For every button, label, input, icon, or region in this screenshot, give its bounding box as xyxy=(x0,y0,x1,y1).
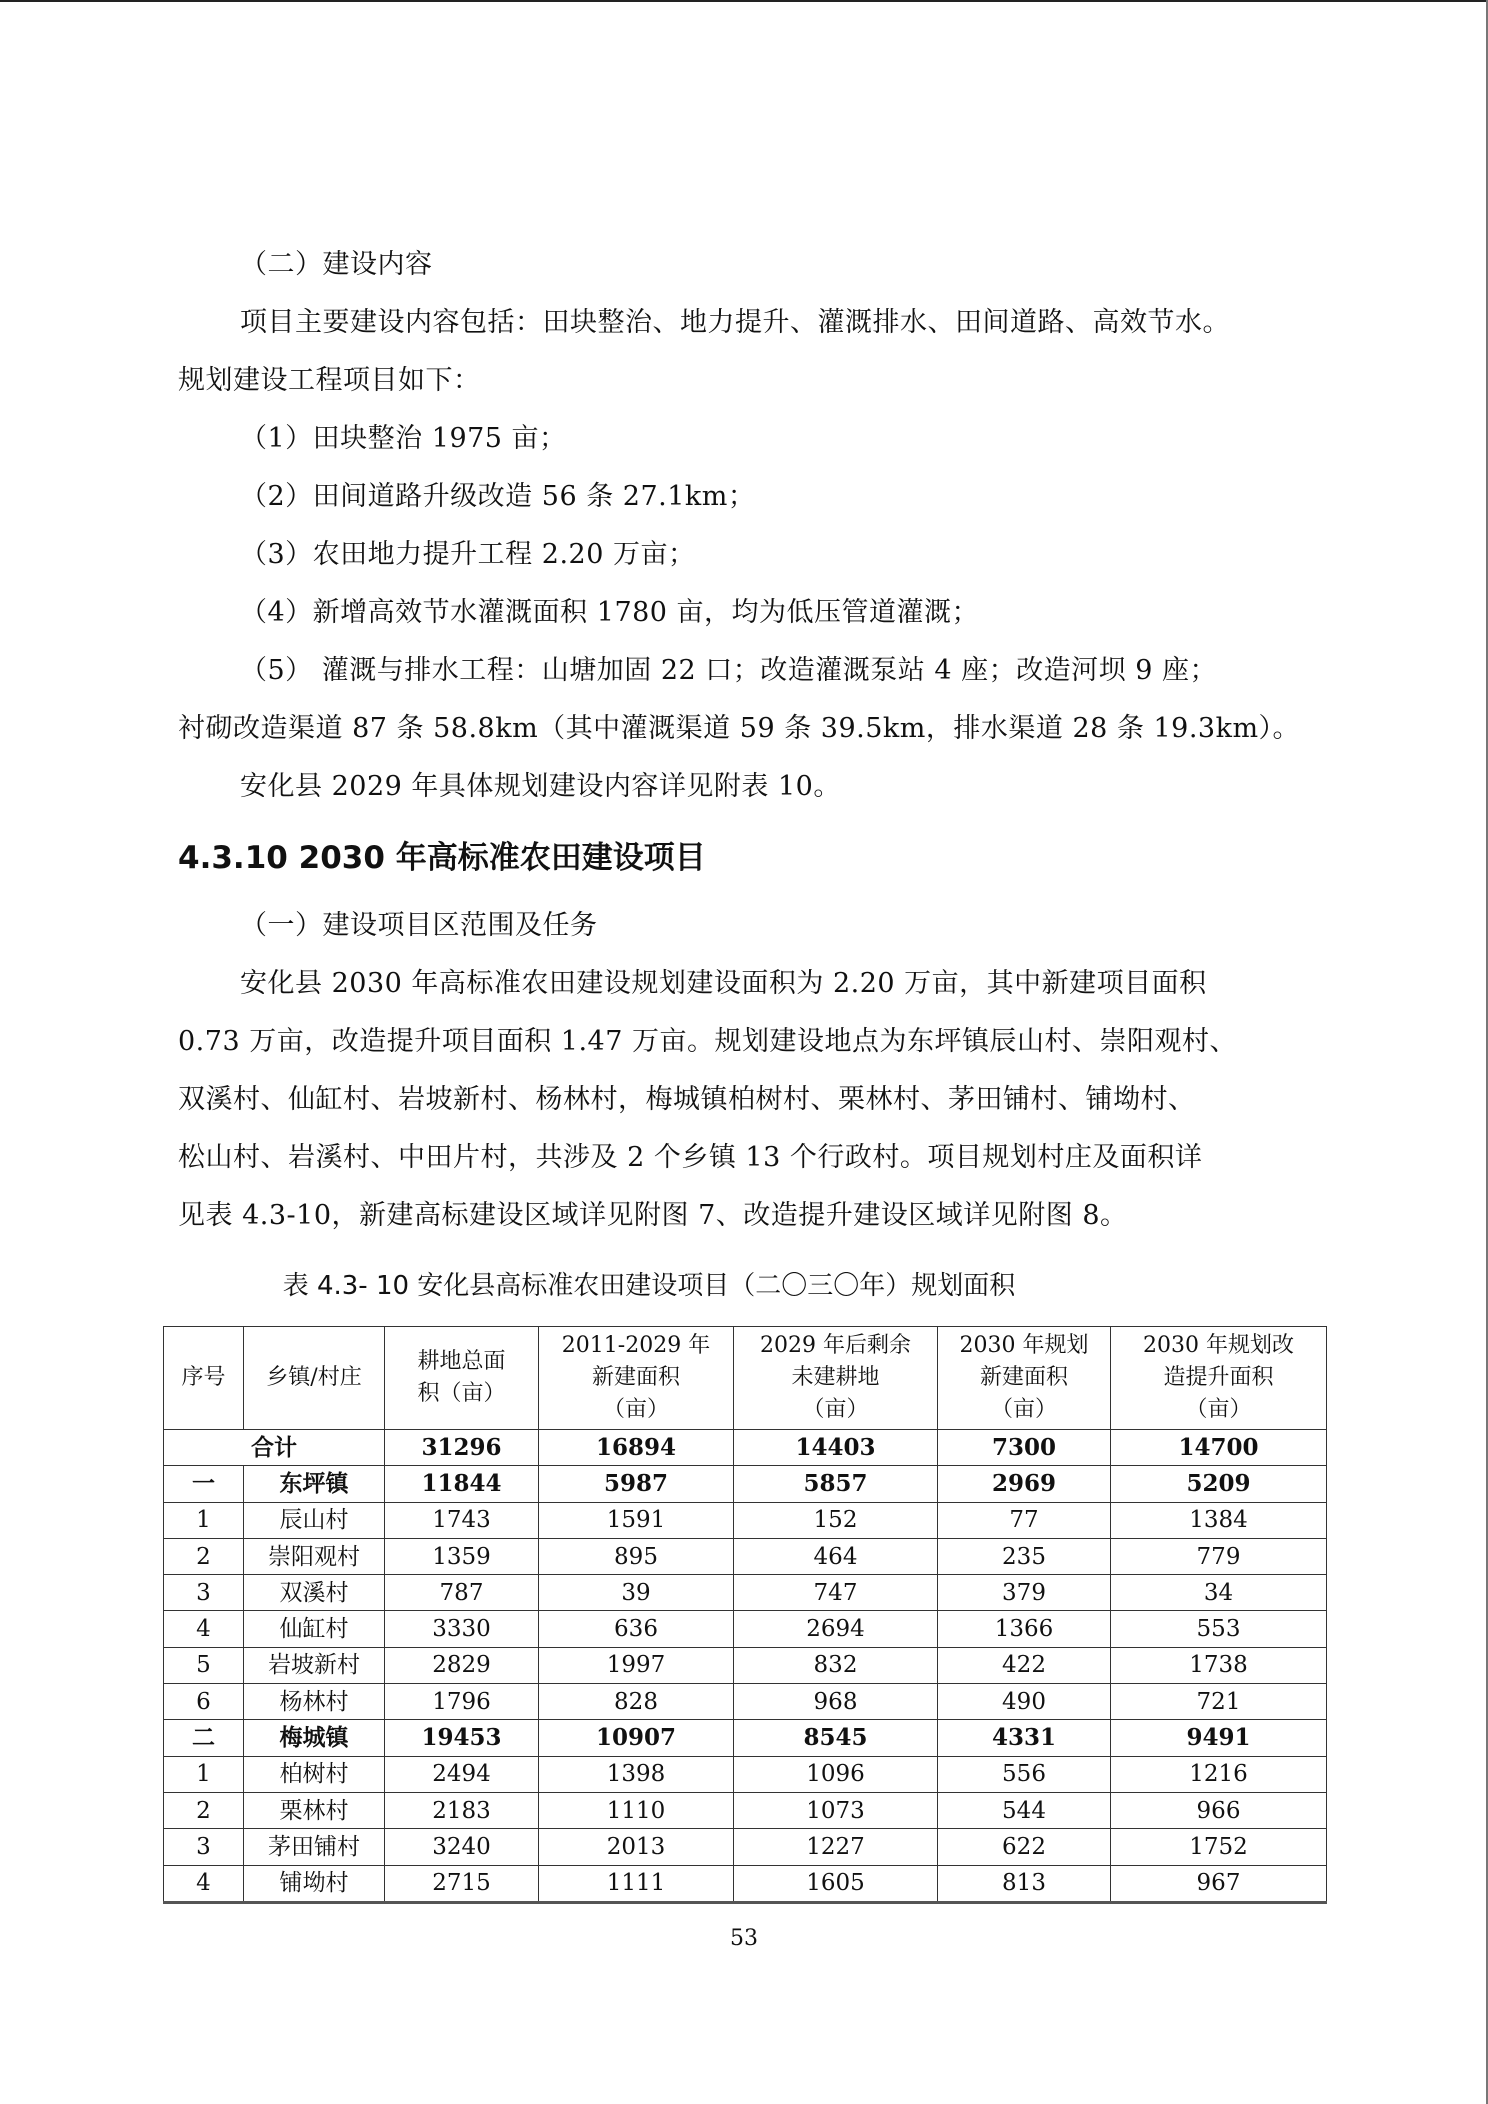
row-value: 1591 xyxy=(539,1502,734,1538)
row-value: 5857 xyxy=(734,1466,938,1502)
row-value: 828 xyxy=(539,1684,734,1720)
table-town-row xyxy=(164,1466,1327,1502)
column-header-line: 2030 年规划 xyxy=(959,1333,1089,1358)
subheading-scope-and-tasks: （一）建设项目区范围及任务 xyxy=(240,910,598,941)
paragraph-line: 安化县 2030 年高标准农田建设规划建设面积为 2.20 万亩，其中新建项目面积 xyxy=(240,968,1207,999)
row-value: 636 xyxy=(539,1611,734,1647)
row-value: 967 xyxy=(1111,1865,1327,1902)
row-number: 一 xyxy=(164,1466,244,1502)
row-value: 77 xyxy=(938,1502,1111,1538)
paragraph-line: 双溪村、仙缸村、岩坡新村、杨林村，梅城镇柏树村、栗林村、茅田铺村、铺坳村、 xyxy=(178,1084,1196,1115)
row-value: 2183 xyxy=(385,1792,539,1828)
detail-reference: 安化县 2029 年具体规划建设内容详见附表 10。 xyxy=(240,771,841,802)
row-value: 1110 xyxy=(539,1792,734,1828)
row-value: 490 xyxy=(938,1684,1111,1720)
total-label: 合计 xyxy=(164,1430,385,1466)
table-row xyxy=(164,1538,1327,1574)
column-header-line: 新建面积 xyxy=(591,1365,680,1390)
row-value: 968 xyxy=(734,1684,938,1720)
list-item: （5） 灌溉与排水工程：山塘加固 22 口；改造灌溉泵站 4 座；改造河坝 9 座； xyxy=(240,655,1217,686)
row-value: 1366 xyxy=(938,1611,1111,1647)
row-value: 813 xyxy=(938,1865,1111,1902)
column-header xyxy=(938,1327,1111,1430)
table-caption xyxy=(0,1266,1488,1306)
paragraph-intro-line: 规划建设工程项目如下： xyxy=(178,365,481,396)
column-header-line: 2030 年规划改 xyxy=(1143,1333,1294,1358)
column-header xyxy=(385,1327,539,1430)
table-row xyxy=(164,1611,1327,1647)
row-name: 茅田铺村 xyxy=(244,1829,385,1865)
total-value: 7300 xyxy=(938,1430,1111,1466)
column-header-line: （亩） xyxy=(990,1397,1057,1422)
row-value: 1743 xyxy=(385,1502,539,1538)
row-value: 2829 xyxy=(385,1647,539,1683)
column-header-line: 积（亩） xyxy=(417,1381,506,1406)
column-header-line: （亩） xyxy=(1185,1397,1252,1422)
row-value: 779 xyxy=(1111,1538,1327,1574)
column-header-line: 2011-2029 年 xyxy=(561,1333,711,1358)
table-row xyxy=(164,1502,1327,1538)
row-value: 2013 xyxy=(539,1829,734,1865)
row-number: 2 xyxy=(164,1538,244,1574)
row-number: 3 xyxy=(164,1575,244,1611)
column-header-line: 2029 年后剩余 xyxy=(760,1333,911,1358)
list-item: （4）新增高效节水灌溉面积 1780 亩，均为低压管道灌溉； xyxy=(240,597,980,628)
row-name: 辰山村 xyxy=(244,1502,385,1538)
row-value: 553 xyxy=(1111,1611,1327,1647)
paragraph-line: 0.73 万亩，改造提升项目面积 1.47 万亩。规划建设地点为东坪镇辰山村、崇阳观村、 xyxy=(178,1026,1237,1057)
row-value: 1752 xyxy=(1111,1829,1327,1865)
row-value: 9491 xyxy=(1111,1720,1327,1756)
row-value: 8545 xyxy=(734,1720,938,1756)
table-caption-text: 表 4.3- 10 安化县高标准农田建设项目（二〇三〇年）规划面积 xyxy=(282,1271,1016,1301)
row-value: 10907 xyxy=(539,1720,734,1756)
planning-area-table xyxy=(163,1326,1327,1904)
row-value: 152 xyxy=(734,1502,938,1538)
row-value: 1216 xyxy=(1111,1756,1327,1792)
table-total-row xyxy=(164,1430,1327,1466)
row-value: 1359 xyxy=(385,1538,539,1574)
column-header-line: 未建耕地 xyxy=(791,1365,880,1390)
list-item-continuation: 衬砌改造渠道 87 条 58.8km（其中灌溉渠道 59 条 39.5km，排水渠道 28 条 19.3km）。 xyxy=(178,713,1301,744)
row-value: 422 xyxy=(938,1647,1111,1683)
paragraph-line: 见表 4.3-10，新建高标建设区域详见附图 7、改造提升建设区域详见附图 8。 xyxy=(178,1200,1128,1231)
row-number: 6 xyxy=(164,1684,244,1720)
total-value: 14403 xyxy=(734,1430,938,1466)
row-value: 787 xyxy=(385,1575,539,1611)
list-item: （2）田间道路升级改造 56 条 27.1km； xyxy=(240,481,756,512)
row-value: 3240 xyxy=(385,1829,539,1865)
subheading-construction-content: （二）建设内容 xyxy=(240,249,433,280)
row-value: 1997 xyxy=(539,1647,734,1683)
paragraph-line: 松山村、岩溪村、中田片村，共涉及 2 个乡镇 13 个行政村。项目规划村庄及面积详 xyxy=(178,1142,1203,1173)
row-number: 5 xyxy=(164,1647,244,1683)
total-value: 16894 xyxy=(539,1430,734,1466)
row-value: 1227 xyxy=(734,1829,938,1865)
row-value: 11844 xyxy=(385,1466,539,1502)
row-number: 4 xyxy=(164,1611,244,1647)
row-name: 东坪镇 xyxy=(244,1466,385,1502)
row-value: 235 xyxy=(938,1538,1111,1574)
table-header-row xyxy=(164,1327,1327,1430)
row-number: 3 xyxy=(164,1829,244,1865)
row-value: 622 xyxy=(938,1829,1111,1865)
row-name: 崇阳观村 xyxy=(244,1538,385,1574)
paragraph-intro-line: 项目主要建设内容包括：田块整治、地力提升、灌溉排水、田间道路、高效节水。 xyxy=(240,307,1230,338)
table-row xyxy=(164,1684,1327,1720)
column-header xyxy=(1111,1327,1327,1430)
page-number: 53 xyxy=(730,1926,758,1951)
row-value: 747 xyxy=(734,1575,938,1611)
row-name: 柏树村 xyxy=(244,1756,385,1792)
row-value: 39 xyxy=(539,1575,734,1611)
row-name: 双溪村 xyxy=(244,1575,385,1611)
row-name: 铺坳村 xyxy=(244,1865,385,1902)
column-header xyxy=(244,1327,385,1430)
row-number: 二 xyxy=(164,1720,244,1756)
row-value: 544 xyxy=(938,1792,1111,1828)
table-row xyxy=(164,1865,1327,1902)
row-number: 1 xyxy=(164,1502,244,1538)
row-value: 832 xyxy=(734,1647,938,1683)
row-value: 19453 xyxy=(385,1720,539,1756)
table-row xyxy=(164,1575,1327,1611)
row-name: 杨林村 xyxy=(244,1684,385,1720)
row-number: 4 xyxy=(164,1865,244,1902)
row-name: 梅城镇 xyxy=(244,1720,385,1756)
row-value: 1398 xyxy=(539,1756,734,1792)
row-value: 5209 xyxy=(1111,1466,1327,1502)
row-value: 1738 xyxy=(1111,1647,1327,1683)
row-name: 仙缸村 xyxy=(244,1611,385,1647)
column-header-line: 新建面积 xyxy=(979,1365,1068,1390)
table-row xyxy=(164,1756,1327,1792)
section-heading: 4.3.10 2030 年高标准农田建设项目 xyxy=(178,840,706,876)
row-value: 379 xyxy=(938,1575,1111,1611)
row-number: 1 xyxy=(164,1756,244,1792)
table-row xyxy=(164,1792,1327,1828)
row-value: 2715 xyxy=(385,1865,539,1902)
row-value: 895 xyxy=(539,1538,734,1574)
row-value: 464 xyxy=(734,1538,938,1574)
total-value: 31296 xyxy=(385,1430,539,1466)
column-header xyxy=(539,1327,734,1430)
row-value: 34 xyxy=(1111,1575,1327,1611)
column-header-line: 序号 xyxy=(181,1365,226,1390)
row-number: 2 xyxy=(164,1792,244,1828)
row-value: 1384 xyxy=(1111,1502,1327,1538)
list-item: （1）田块整治 1975 亩； xyxy=(240,423,567,454)
column-header-line: （亩） xyxy=(602,1397,669,1422)
table-town-row xyxy=(164,1720,1327,1756)
row-value: 1111 xyxy=(539,1865,734,1902)
row-value: 2969 xyxy=(938,1466,1111,1502)
row-value: 4331 xyxy=(938,1720,1111,1756)
row-value: 2694 xyxy=(734,1611,938,1647)
row-value: 1096 xyxy=(734,1756,938,1792)
row-value: 721 xyxy=(1111,1684,1327,1720)
column-header xyxy=(164,1327,244,1430)
row-name: 岩坡新村 xyxy=(244,1647,385,1683)
row-value: 556 xyxy=(938,1756,1111,1792)
row-value: 1796 xyxy=(385,1684,539,1720)
row-name: 栗林村 xyxy=(244,1792,385,1828)
row-value: 966 xyxy=(1111,1792,1327,1828)
column-header-line: （亩） xyxy=(802,1397,869,1422)
total-value: 14700 xyxy=(1111,1430,1327,1466)
table-row xyxy=(164,1647,1327,1683)
table-row xyxy=(164,1829,1327,1865)
row-value: 5987 xyxy=(539,1466,734,1502)
row-value: 3330 xyxy=(385,1611,539,1647)
row-value: 1073 xyxy=(734,1792,938,1828)
column-header-line: 造提升面积 xyxy=(1163,1365,1274,1390)
list-item: （3）农田地力提升工程 2.20 万亩； xyxy=(240,539,696,570)
row-value: 2494 xyxy=(385,1756,539,1792)
column-header-line: 耕地总面 xyxy=(417,1349,506,1374)
column-header xyxy=(734,1327,938,1430)
row-value: 1605 xyxy=(734,1865,938,1902)
column-header-line: 乡镇/村庄 xyxy=(266,1365,362,1390)
page-top-border xyxy=(0,0,1488,2)
